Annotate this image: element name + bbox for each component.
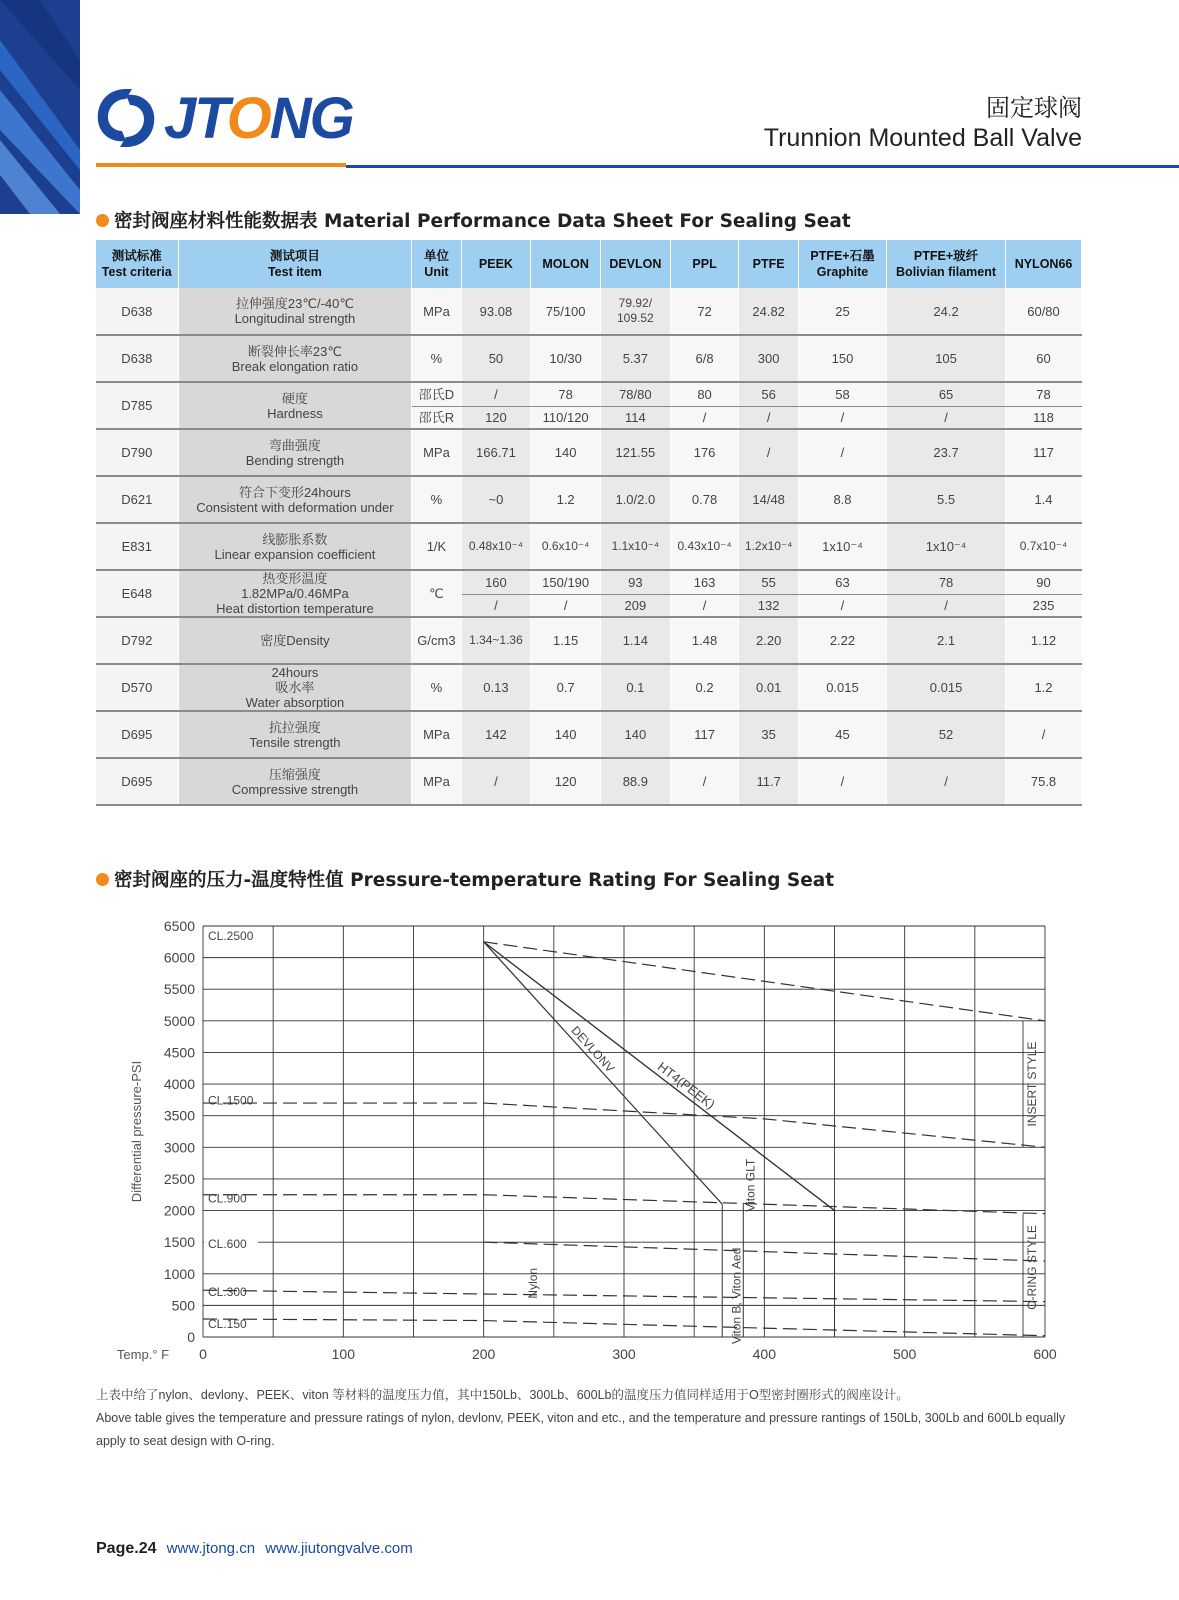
value-cell: 0.2 (670, 664, 739, 711)
test-item-en: Linear expansion coefficient (214, 546, 376, 562)
column-header (531, 240, 601, 288)
value-cell: 65 (887, 382, 1006, 406)
value-cell: 88.9 (601, 758, 671, 805)
test-item-en: Consistent with deformation under (196, 499, 394, 515)
test-item-cn: 热变形温度 (262, 571, 328, 586)
unit-cell: 邵氏D (412, 382, 461, 406)
class-label: CL.1500 (208, 1093, 254, 1108)
column-header (1006, 240, 1082, 288)
unit-cell: 邵氏R (412, 406, 461, 429)
value-cell: 120 (461, 406, 531, 429)
y-tick-label: 3000 (163, 1139, 195, 1156)
value-cell: 1x10⁻⁴ (887, 523, 1006, 570)
column-header (412, 240, 461, 288)
table-header (96, 240, 1082, 288)
y-tick-label: 3500 (163, 1107, 195, 1124)
test-item-cell (178, 664, 412, 711)
value-cell: 80 (670, 382, 739, 406)
value-cell: 300 (739, 335, 798, 382)
value-cell: 140 (531, 429, 601, 476)
value-cell: 24.82 (739, 288, 798, 335)
test-item-en: Heat distortion temperature (216, 601, 374, 616)
value-cell: 2.20 (739, 617, 798, 664)
test-criteria-cell: D792 (96, 617, 178, 664)
value-cell: / (670, 594, 739, 617)
column-header (798, 240, 886, 288)
unit-cell: MPa (412, 429, 461, 476)
note-en: Above table gives the temperature and pressure ratings of nylon, devlonv, PEEK, viton and etc., and the temperature and pressure rantings of 150Lb, 300Lb and 600Lb equally apply to seat design with O-ring. (96, 1411, 1066, 1448)
value-cell: 25 (798, 288, 886, 335)
unit-cell: % (412, 335, 461, 382)
value-cell: 140 (601, 711, 671, 758)
vertical-label: INSERT STYLE (1025, 1041, 1039, 1127)
series-label: HT4(PEEK) (654, 1058, 718, 1113)
value-cell: 75.8 (1006, 758, 1082, 805)
value-cell: 118 (1006, 406, 1082, 429)
test-item-en: Water absorption (245, 695, 345, 710)
class-label: CL.300 (208, 1285, 247, 1300)
value-cell: 52 (887, 711, 1006, 758)
unit-cell: G/cm3 (412, 617, 461, 664)
value-cell: 1.15 (531, 617, 601, 664)
y-tick-label: 500 (171, 1297, 195, 1314)
y-tick-label: 2000 (163, 1202, 195, 1219)
y-tick-label: 2500 (163, 1170, 195, 1187)
class-label: CL.2500 (208, 929, 254, 944)
page-footer (96, 1540, 413, 1558)
value-cell: 114 (601, 406, 671, 429)
corner-stripes-icon (0, 0, 80, 214)
website-link-2[interactable]: www.jiutongvalve.com (265, 1540, 413, 1557)
column-header-cn: 单位 (423, 249, 449, 263)
value-cell: 235 (1006, 594, 1082, 617)
test-item-cell (178, 429, 412, 476)
value-cell: 142 (461, 711, 531, 758)
value-cell: / (461, 758, 531, 805)
column-header-en: Test criteria (101, 265, 172, 279)
value-cell: 1.2x10⁻⁴ (739, 523, 798, 570)
vertical-label: Viton GLT (743, 1158, 758, 1212)
value-cell: 35 (739, 711, 798, 758)
test-item-cell (178, 382, 412, 429)
column-header-en: Unit (424, 265, 449, 279)
value-cell: 150 (798, 335, 886, 382)
value-cell: 8.8 (798, 476, 886, 523)
unit-cell: % (412, 664, 461, 711)
value-cell: 93.08 (461, 288, 531, 335)
unit-cell: ℃ (412, 570, 461, 617)
value-cell: 72 (670, 288, 739, 335)
value-cell: 1x10⁻⁴ (798, 523, 886, 570)
value-cell: 140 (531, 711, 601, 758)
value-cell: 163 (670, 570, 739, 594)
value-cell: 1.1x10⁻⁴ (601, 523, 671, 570)
value-cell: 0.1 (601, 664, 671, 711)
column-header (178, 240, 412, 288)
column-header-cn: PTFE+玻纤 (913, 249, 979, 263)
test-item-cell (178, 288, 412, 335)
value-cell: 0.7 (531, 664, 601, 711)
column-header-en: PEEK (478, 257, 513, 271)
table-row (96, 758, 1082, 805)
page-title-cn: 固定球阀 (986, 94, 1082, 122)
test-item-cn: 线膨胀系数 (262, 531, 328, 547)
value-cell: 105 (887, 335, 1006, 382)
jtong-swirl-logo-icon (92, 83, 160, 153)
table-row (96, 476, 1082, 523)
test-criteria-cell: D695 (96, 758, 178, 805)
test-criteria-cell: D638 (96, 288, 178, 335)
value-cell: 10/30 (531, 335, 601, 382)
value-cell: 0.01 (739, 664, 798, 711)
test-item-cn: 抗拉强度 (268, 719, 321, 735)
series-line (484, 942, 835, 1211)
class-label: CL.900 (208, 1191, 247, 1206)
value-cell: / (531, 594, 601, 617)
value-cell: 6/8 (670, 335, 739, 382)
test-item-cell (178, 476, 412, 523)
value-cell: 23.7 (887, 429, 1006, 476)
value-cell: 150/190 (531, 570, 601, 594)
brand-logo (92, 78, 353, 158)
table-row (96, 335, 1082, 382)
value-cell: 1.14 (601, 617, 671, 664)
value-cell: 120 (531, 758, 601, 805)
column-header (887, 240, 1006, 288)
test-item-cell (178, 711, 412, 758)
y-tick-label: 0 (187, 1329, 195, 1345)
value-cell: 1.0/2.0 (601, 476, 671, 523)
value-cell: / (1006, 711, 1082, 758)
table-row (96, 570, 1082, 594)
test-item-top: 24hours (271, 665, 319, 680)
y-tick-label: 1000 (163, 1265, 195, 1282)
column-header-cn: 测试标准 (111, 249, 162, 263)
test-item-cn: 弯曲强度 (268, 437, 321, 453)
test-item-en: Break elongation ratio (231, 358, 359, 374)
column-header (670, 240, 739, 288)
column-header-cn: PTFE+石墨 (810, 249, 875, 263)
header-row (96, 240, 1082, 288)
test-item-cell (178, 617, 412, 664)
y-tick-label: 5500 (163, 981, 195, 998)
value-cell: 5.5 (887, 476, 1006, 523)
value-cell: 0.6x10⁻⁴ (531, 523, 601, 570)
value-cell: 78 (1006, 382, 1082, 406)
x-tick-label: 400 (752, 1346, 777, 1362)
test-item-cell (178, 335, 412, 382)
table-row (96, 429, 1082, 476)
pressure-temperature-chart (0, 910, 1179, 1362)
test-item-en: Hardness (267, 405, 323, 421)
value-cell: ~0 (461, 476, 531, 523)
value-cell: / (670, 406, 739, 429)
value-cell: 56 (739, 382, 798, 406)
test-item-cn: 吸水率 (275, 680, 315, 695)
value-cell: 24.2 (887, 288, 1006, 335)
x-axis-label: Temp.° F (116, 1347, 170, 1362)
value-cell: 45 (798, 711, 886, 758)
website-link-1[interactable]: www.jtong.cn (166, 1540, 256, 1557)
value-cell: 0.015 (798, 664, 886, 711)
test-criteria-cell: D638 (96, 335, 178, 382)
test-item-en: Compressive strength (231, 781, 359, 797)
value-cell: 0.7x10⁻⁴ (1006, 523, 1082, 570)
value-cell: 132 (739, 594, 798, 617)
value-cell: / (798, 406, 886, 429)
value-cell: 63 (798, 570, 886, 594)
y-tick-label: 5000 (163, 1012, 195, 1029)
value-cell: 1.2 (1006, 664, 1082, 711)
value-cell: / (461, 382, 531, 406)
unit-cell: % (412, 476, 461, 523)
test-criteria-cell: D790 (96, 429, 178, 476)
header-orange-rule (96, 163, 346, 167)
test-item-en: Bending strength (245, 452, 345, 468)
unit-cell: MPa (412, 758, 461, 805)
value-cell: 110/120 (531, 406, 601, 429)
table-body (96, 288, 1082, 805)
table-row (96, 523, 1082, 570)
test-item-cn: 压缩强度 (268, 766, 321, 782)
test-item-mid: 1.82MPa/0.46MPa (241, 586, 349, 601)
value-cell: / (739, 429, 798, 476)
y-tick-label: 6500 (163, 918, 195, 934)
series-line-devlonv (484, 942, 723, 1204)
page-title-en: Trunnion Mounted Ball Valve (763, 124, 1082, 152)
column-header-en: DEVLON (609, 257, 662, 271)
column-header-en: MOLON (542, 257, 589, 271)
value-cell: 1.48 (670, 617, 739, 664)
value-cell: 60/80 (1006, 288, 1082, 335)
value-cell: 50 (461, 335, 531, 382)
test-item-cell (178, 523, 412, 570)
test-item-cell (178, 570, 412, 617)
test-item-cell (178, 758, 412, 805)
orange-dot-icon (96, 214, 109, 227)
value-cell: 79.92/ 109.52 (601, 288, 671, 335)
value-cell: 93 (601, 570, 671, 594)
value-cell: / (887, 758, 1006, 805)
value-cell: 1.34~1.36 (461, 617, 531, 664)
test-item-en: Longitudinal strength (234, 311, 356, 326)
x-tick-label: 100 (331, 1346, 356, 1362)
value-cell: 78/80 (601, 382, 671, 406)
column-header (739, 240, 798, 288)
column-header-en: PTFE (752, 257, 785, 271)
test-criteria-cell: E831 (96, 523, 178, 570)
column-header-en: PPL (692, 257, 717, 271)
value-cell: 60 (1006, 335, 1082, 382)
value-cell: / (670, 758, 739, 805)
test-criteria-cell: D695 (96, 711, 178, 758)
value-cell: 55 (739, 570, 798, 594)
x-tick-label: 0 (199, 1346, 207, 1362)
y-axis-label: Differential pressure-PSI (129, 1060, 144, 1203)
logo-wordmark: JTONG (164, 85, 353, 151)
value-cell: 2.22 (798, 617, 886, 664)
value-cell: 176 (670, 429, 739, 476)
unit-cell: MPa (412, 711, 461, 758)
value-cell: 1.4 (1006, 476, 1082, 523)
material-performance-table (96, 240, 1082, 806)
value-cell: 117 (670, 711, 739, 758)
note-cn: 上表中给了nylon、devlony、PEEK、viton 等材料的温度压力值，其中150Lb、300Lb、600Lb的温度压力值同样适用于O型密封圈形式的阀座设计。 (96, 1388, 909, 1402)
series-label: DEVLONV (568, 1023, 618, 1076)
test-item-en: Tensile strength (249, 734, 341, 750)
value-cell: 0.43x10⁻⁴ (670, 523, 739, 570)
table-row (96, 664, 1082, 711)
value-cell: 11.7 (739, 758, 798, 805)
x-tick-label: 600 (1033, 1346, 1057, 1362)
value-cell: 78 (887, 570, 1006, 594)
value-cell: 121.55 (601, 429, 671, 476)
column-header-en: NYLON66 (1014, 257, 1073, 271)
value-cell: 1.2 (531, 476, 601, 523)
y-tick-label: 4500 (163, 1044, 195, 1061)
value-cell: / (461, 594, 531, 617)
value-cell: 209 (601, 594, 671, 617)
value-cell: 0.78 (670, 476, 739, 523)
table-row (96, 711, 1082, 758)
test-criteria-cell: E648 (96, 570, 178, 617)
value-cell: / (798, 594, 886, 617)
orange-dot-icon (96, 873, 109, 886)
column-header-cn: 测试项目 (269, 249, 320, 263)
value-cell: 166.71 (461, 429, 531, 476)
unit-cell: 1/K (412, 523, 461, 570)
column-header (461, 240, 531, 288)
vertical-label: O-RING STYLE (1025, 1225, 1039, 1310)
class-label: CL.150 (208, 1316, 247, 1331)
value-cell: 58 (798, 382, 886, 406)
value-cell: 1.12 (1006, 617, 1082, 664)
value-cell: 75/100 (531, 288, 601, 335)
test-criteria-cell: D621 (96, 476, 178, 523)
test-item-cn: 断裂伸长率23℃ (247, 343, 342, 359)
column-header-en: Graphite (816, 265, 869, 279)
x-tick-label: 200 (471, 1346, 496, 1362)
vertical-label: Nylon (525, 1267, 540, 1299)
value-cell: / (798, 758, 886, 805)
value-cell: 14/48 (739, 476, 798, 523)
table-row (96, 288, 1082, 335)
column-header (601, 240, 671, 288)
value-cell: / (798, 429, 886, 476)
x-tick-label: 500 (892, 1346, 917, 1362)
test-criteria-cell: D785 (96, 382, 178, 429)
column-header-en: Test item (267, 265, 322, 279)
value-cell: 0.48x10⁻⁴ (461, 523, 531, 570)
value-cell: 90 (1006, 570, 1082, 594)
class-label: CL.600 (208, 1237, 247, 1252)
table-row (96, 617, 1082, 664)
test-item-cn: 密度Density (260, 633, 330, 648)
value-cell: 0.015 (887, 664, 1006, 711)
table-row (96, 382, 1082, 406)
decorative-corner (0, 0, 80, 214)
column-header-en: Bolivian filament (896, 265, 997, 279)
y-tick-label: 6000 (163, 949, 195, 966)
unit-cell: MPa (412, 288, 461, 335)
test-item-cn: 符合下变形24hours (238, 484, 351, 500)
column-header (96, 240, 178, 288)
test-item-cn: 硬度 (281, 390, 308, 406)
value-cell: 5.37 (601, 335, 671, 382)
y-tick-label: 1500 (163, 1234, 195, 1251)
x-tick-label: 300 (612, 1346, 636, 1362)
value-cell: 160 (461, 570, 531, 594)
value-cell: 78 (531, 382, 601, 406)
value-cell: / (887, 406, 1006, 429)
value-cell: 0.13 (461, 664, 531, 711)
value-cell: / (739, 406, 798, 429)
value-cell: / (887, 594, 1006, 617)
value-cell: 117 (1006, 429, 1082, 476)
y-tick-label: 4000 (163, 1076, 195, 1093)
table-section-title: 密封阀座材料性能数据表 Material Performance Data Sheet For Sealing Seat (96, 207, 851, 233)
test-item-cn: 拉伸强度23℃/-40℃ (235, 296, 354, 311)
vertical-label: Viton B, Viton Aed (729, 1247, 744, 1345)
value-cell: 2.1 (887, 617, 1006, 664)
chart-section-title: 密封阀座的压力-温度特性值 Pressure-temperature Rating For Sealing Seat (96, 866, 834, 892)
header-blue-rule (346, 165, 1179, 168)
page-number: Page.24 (96, 1540, 157, 1557)
test-criteria-cell: D570 (96, 664, 178, 711)
